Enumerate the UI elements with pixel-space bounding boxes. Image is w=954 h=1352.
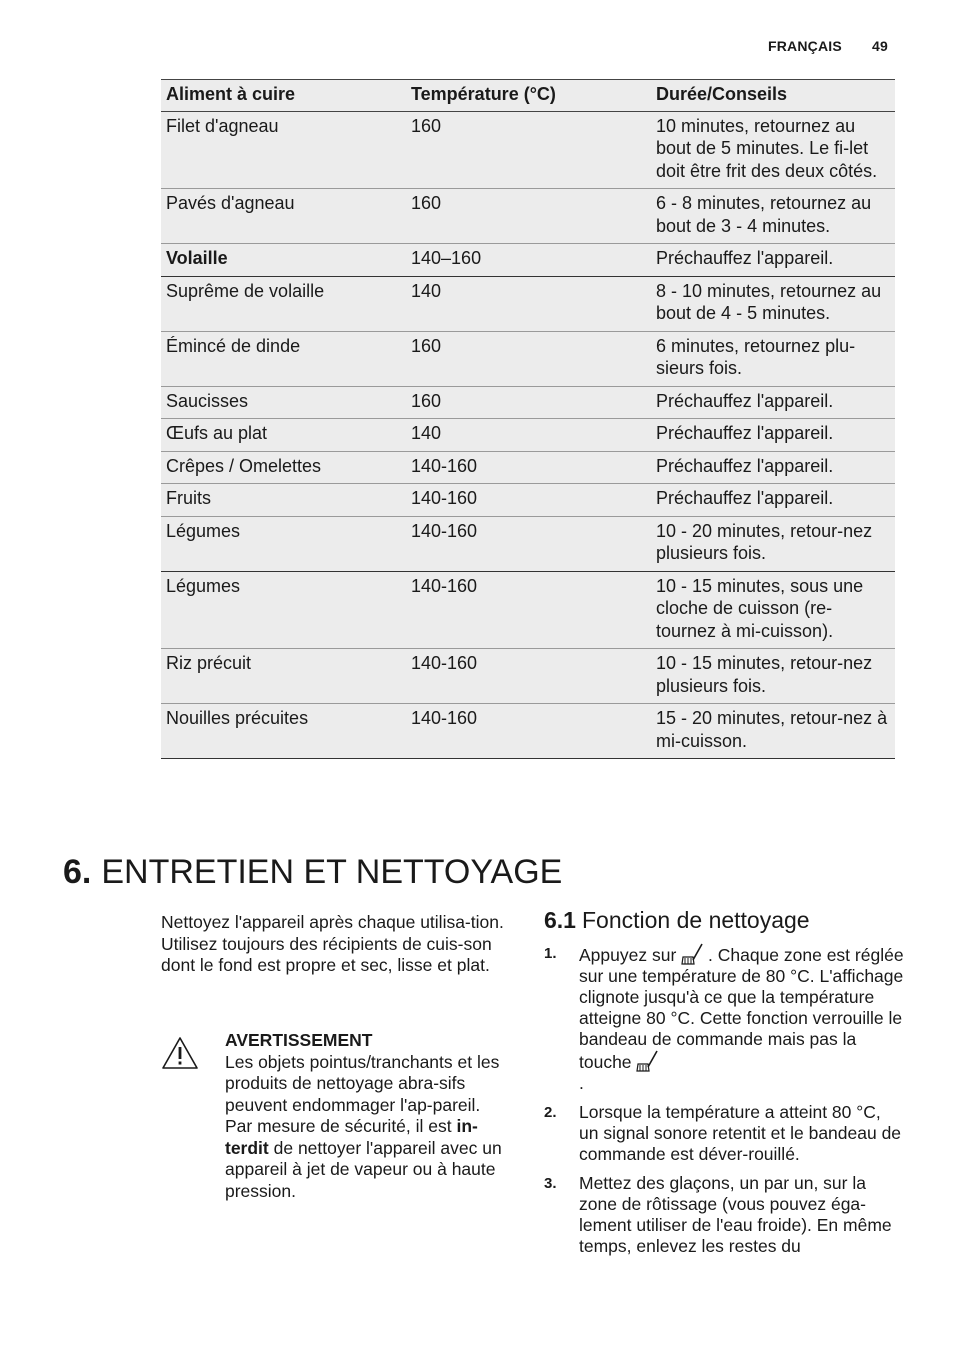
section-title (63, 853, 562, 892)
cell-tips: Préchauffez l'appareil. (651, 451, 895, 484)
cell-tips: 10 - 15 minutes, retour-nez plusieurs fois. (651, 649, 895, 704)
cell-tips: 15 - 20 minutes, retour-nez à mi-cuisson. (651, 704, 895, 759)
warning-triangle-icon (161, 1036, 199, 1070)
section-title-text: ENTRETIEN ET NETTOYAGE (101, 853, 563, 891)
cell-food: Riz précuit (161, 649, 406, 704)
cooking-table (161, 79, 895, 759)
table-row (161, 386, 895, 419)
table-header-row (161, 80, 895, 112)
warning-title: AVERTISSEMENT (225, 1030, 373, 1050)
warning-text-1: Les objets pointus/tranchants et les produits de nettoyage abra-sifs peuvent endommager l'ap-pareil. (225, 1051, 500, 1115)
intro-paragraph-1: Nettoyez l'appareil après chaque utilisa-tion. (161, 912, 504, 932)
subsection-title: Fonction de nettoyage (581, 907, 810, 933)
table-row (161, 276, 895, 331)
cell-temperature: 160 (406, 189, 651, 244)
table-row (161, 451, 895, 484)
cell-food: Saucisses (161, 386, 406, 419)
cell-food: Nouilles précuites (161, 704, 406, 759)
cleaning-brush-icon (681, 943, 703, 965)
cell-food: Suprême de volaille (161, 276, 406, 331)
cell-tips: 6 minutes, retournez plu-sieurs fois. (651, 331, 895, 386)
subsection-heading (544, 907, 904, 933)
cell-temperature: 140-160 (406, 649, 651, 704)
cell-food: Émincé de dinde (161, 331, 406, 386)
cell-temperature: 140-160 (406, 451, 651, 484)
warning-body (225, 1030, 521, 1202)
cell-tips: 10 - 15 minutes, sous une cloche de cuisson (re-tournez à mi-cuisson). (651, 571, 895, 649)
warning-text-2-bold: in-terdit (225, 1116, 478, 1158)
cell-temperature: 140 (406, 419, 651, 452)
table-row (161, 516, 895, 571)
table-row (161, 419, 895, 452)
table-row (161, 484, 895, 517)
section-number: 6. (63, 853, 92, 891)
warning-text-2-start: Par mesure de sécurité, il est (225, 1116, 457, 1136)
step-text: Mettez des glaçons, un par un, sur la zone de rôtissage (vous pouvez éga-lement utiliser de l'eau froide). En même temps, enlevez les restes du (579, 1173, 892, 1256)
cell-food: Légumes (161, 516, 406, 571)
column-header-tips: Durée/Conseils (651, 80, 895, 112)
cleaning-function-section (544, 907, 904, 1265)
cell-tips: 10 minutes, retournez au bout de 5 minutes. Le fi-let doit être frit des deux côtés. (651, 111, 895, 189)
cell-food: Crêpes / Omelettes (161, 451, 406, 484)
step-number: 3. (544, 1175, 557, 1192)
table-row (161, 244, 895, 277)
page-number: 49 (872, 38, 888, 54)
cell-temperature: 160 (406, 111, 651, 189)
cell-temperature: 140-160 (406, 704, 651, 759)
cell-temperature: 140-160 (406, 571, 651, 649)
step-text: Lorsque la température a atteint 80 °C, un signal sonore retentit et le bandeau de commande est déver-rouillé. (579, 1102, 902, 1164)
cell-food: Fruits (161, 484, 406, 517)
table-row (161, 189, 895, 244)
cleaning-brush-icon (636, 1050, 658, 1072)
step-2 (544, 1102, 904, 1165)
step-text-c: . (579, 1073, 584, 1093)
table-row (161, 704, 895, 759)
cell-tips: Préchauffez l'appareil. (651, 484, 895, 517)
cell-tips: Préchauffez l'appareil. (651, 419, 895, 452)
cell-temperature: 160 (406, 386, 651, 419)
table-row (161, 331, 895, 386)
table-row (161, 649, 895, 704)
cell-food: Filet d'agneau (161, 111, 406, 189)
intro-paragraph-2: Utilisez toujours des récipients de cuis-son dont le fond est propre et sec, lisse et plat. (161, 933, 492, 975)
step-3 (544, 1173, 904, 1257)
cell-food: Légumes (161, 571, 406, 649)
language-label: FRANÇAIS (767, 38, 842, 54)
warning-text-2-end: de nettoyer l'appareil avec un appareil à jet de vapeur ou à haute pression. (225, 1137, 502, 1201)
subsection-number: 6.1 (544, 907, 576, 933)
cell-tips: 6 - 8 minutes, retournez au bout de 3 - 4 minutes. (651, 189, 895, 244)
cell-temperature: 140-160 (406, 516, 651, 571)
cell-food: Volaille (161, 244, 406, 277)
step-1 (544, 943, 904, 1094)
cell-food: Pavés d'agneau (161, 189, 406, 244)
intro-text (161, 912, 513, 977)
table-body (161, 111, 895, 759)
step-number: 1. (544, 945, 557, 962)
cell-temperature: 160 (406, 331, 651, 386)
cell-tips: 8 - 10 minutes, retournez au bout de 4 - 5 minutes. (651, 276, 895, 331)
warning-text-2 (225, 1116, 521, 1202)
cell-temperature: 140 (406, 276, 651, 331)
table-row (161, 111, 895, 189)
cell-food: Œufs au plat (161, 419, 406, 452)
cell-tips: 10 - 20 minutes, retour-nez plusieurs fois. (651, 516, 895, 571)
step-text-a: Appuyez sur (579, 945, 682, 965)
cell-tips: Préchauffez l'appareil. (651, 244, 895, 277)
step-number: 2. (544, 1104, 557, 1121)
cell-temperature: 140–160 (406, 244, 651, 277)
column-header-temperature: Température (°C) (406, 80, 651, 112)
cell-tips: Préchauffez l'appareil. (651, 386, 895, 419)
step-text-b: . Chaque zone est réglée sur une température de 80 °C. L'affichage clignote jusqu'à ce que la température atteigne 80 °C. Cette fonction verrouille le bandeau de commande mais pas la touche (579, 945, 904, 1072)
column-header-food: Aliment à cuire (161, 80, 406, 112)
table-row (161, 571, 895, 649)
page-header (768, 38, 888, 54)
cell-temperature: 140-160 (406, 484, 651, 517)
